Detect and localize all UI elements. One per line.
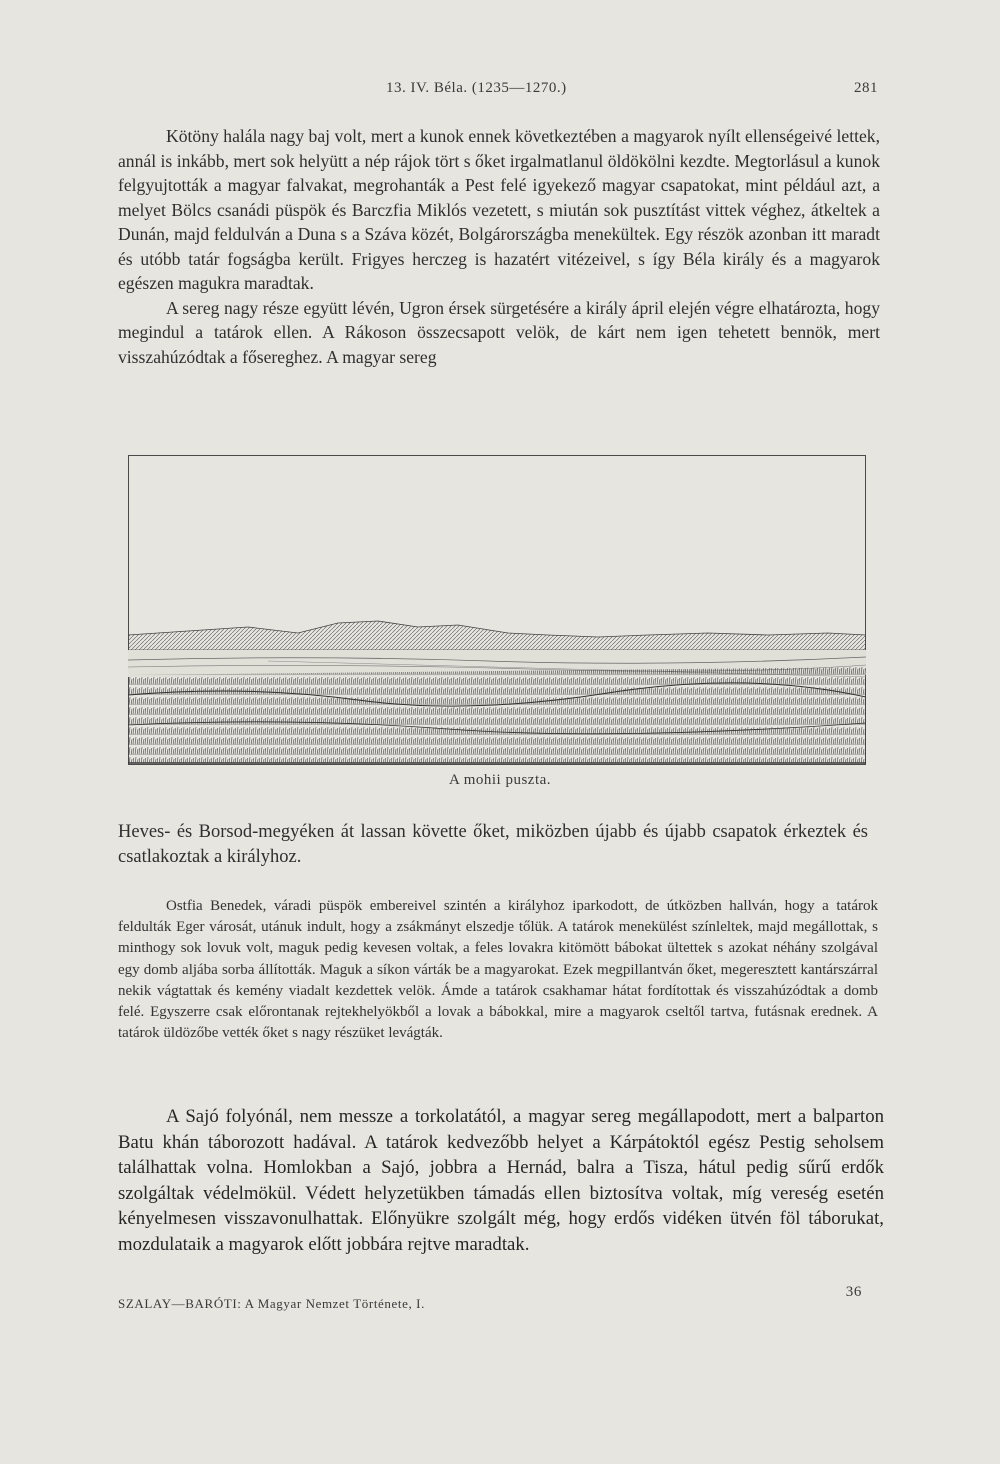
small-print-block (118, 896, 878, 1044)
figure-caption: A mohii puszta. (448, 772, 552, 788)
chapter-title: 13. IV. Béla. (1235—1270.) (386, 80, 567, 96)
text-block-middle (118, 820, 868, 870)
paragraph: A sereg nagy része együtt lévén, Ugron érsek sürgetésére a király ápril elején végre elhatározta, hogy megindul a tatárok ellen. A Rákoson összecsapott velök, de kárt nem igen tehetett bennök, mert visszahúzódtak a fősereghez. A magyar sereg (118, 297, 880, 367)
page-number: 281 (854, 80, 878, 96)
landscape-illustration (128, 455, 866, 767)
paragraph: Ostfia Benedek, váradi püspök embereivel szintén a királyhoz iparkodott, de útközben hallván, hogy a tatárok feldulták Eger városát, utánuk indult, hogy a zsákmányt elszedje tőlük. A tatárok menekülést színleltek, majd megállottak, s minthogy sok lovuk volt, maguk pedig kevesen voltak, a feles lovakra kitömött bábokat ültettek s azokat néhány szolgával egy domb aljába sorba állították. Maguk a síkon várták be a magyarokat. Ezek megpillantván őket, megeresztett kantárszárral nekik vágtattak és kemény viadalt kezdettek velök. Ámde a tatárok csakhamar hátat fordítottak és visszahúzódtak a domb felé. Egyszerre csak előrontanak rejtekhelyökből a lovak a bábokkal, mire a magyarok cseltől tartva, futásnak erednek. A tatárok üldözőbe vették őket s nagy részüket levágták. (118, 898, 878, 1042)
signature-mark: 36 (845, 1284, 862, 1300)
paragraph: Kötöny halála nagy baj volt, mert a kunok ennek következtében a magyarok nyílt ellenségeivé lettek, annál is inkább, mert sok helyütt a nép rájok tört s őket irgalmatlanul öldökölni kezdte. Megtorlásul a kunok felgyujtották a magyar falvakat, megrohanták a Pest felé igyekező magyar csapatokat, mint például azt, a melyet Bölcs csanádi püspök és Barczfia Miklós vezetett, s miután sok pusztítást vittek véghez, átkeltek a Dunán, majd feldulván a Duna s a Száva közét, Bolgárországba menekültek. Egy részök azonban itt maradt és utóbb tatár fogságba került. Frigyes herczeg is hazatért vitézeivel, s így Béla király és a magyarok egészen magukra maradtak. (118, 126, 880, 293)
text-block-bottom (118, 1104, 884, 1257)
paragraph: Heves- és Borsod-megyéken át lassan követte őket, miközben újabb és újabb csapatok érkeztek és csatlakoztak a királyhoz. (118, 822, 868, 867)
text-block-top (118, 124, 880, 369)
paragraph: A Sajó folyónál, nem messze a torkolatától, a magyar sereg megállapodott, mert a balparton Batu khán táborozott hadával. A tatárok kedvezőbb helyet a Kárpátoktól egész Pestig seholsem találhattak volna. Homlokban a Sajó, jobbra a Hernád, balra a Tisza, hátul pedig sűrű erdők szolgáltak védelmökül. Védett helyzetükben támadás ellen biztosítva voltak, míg vereség esetén kényelmesen visszavonulhattak. Előnyükre szolgált még, hogy erdős vidéken ütvén föl táborukat, mozdulataik a magyarok előtt jobbára rejtve maradtak. (118, 1106, 884, 1255)
source-line: SZALAY—BARÓTI: A Magyar Nemzet Története, I. (118, 1296, 425, 1311)
landscape-drawing (128, 605, 866, 765)
page-footer (118, 1284, 862, 1312)
